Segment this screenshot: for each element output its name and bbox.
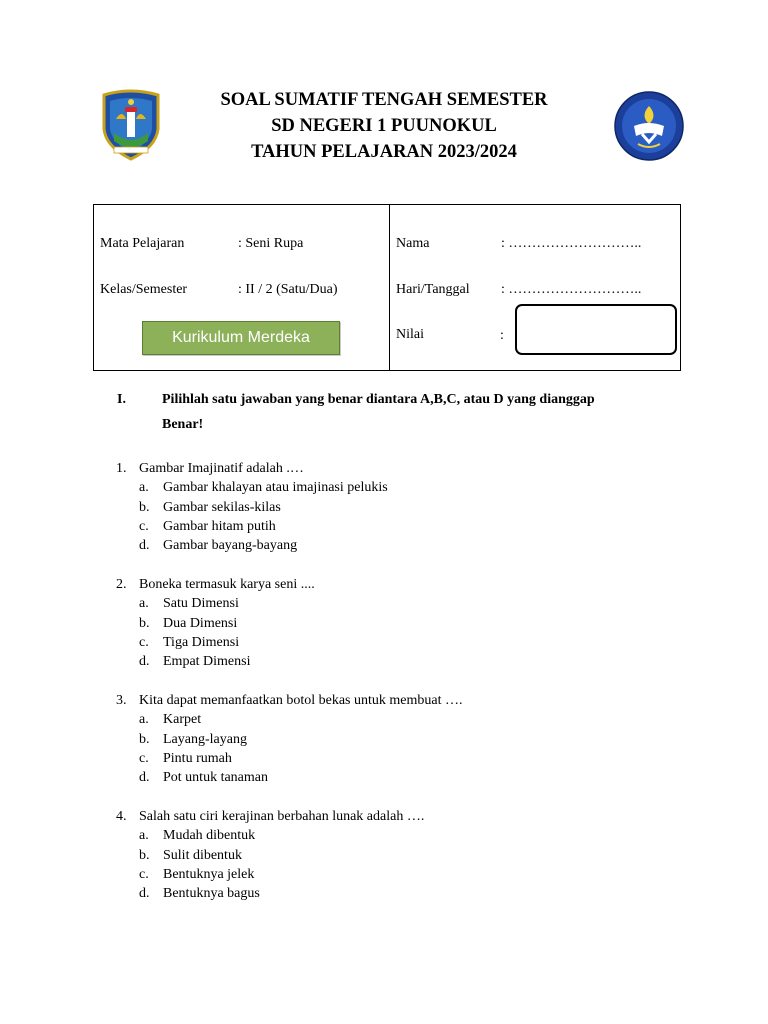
instruction-line-2: Benar! (162, 417, 204, 432)
option-text: Bentuknya bagus (163, 886, 260, 902)
option-letter: c. (139, 866, 149, 882)
title-line-1: SOAL SUMATIF TENGAH SEMESTER (220, 90, 548, 110)
option-text: Empat Dimensi (163, 654, 251, 670)
score-box[interactable] (515, 304, 677, 355)
day-date-field[interactable]: : ……………………….. (501, 282, 642, 297)
tut-wuri-handayani-logo (612, 90, 686, 162)
answer-option[interactable] (116, 517, 676, 536)
option-letter: d. (139, 886, 150, 902)
option-letter: a. (139, 596, 149, 612)
score-label: Nilai (396, 327, 424, 342)
question-number: 1. (116, 461, 127, 476)
question-number: 2. (116, 577, 127, 592)
question-text: Kita dapat memanfaatkan botol bekas untuk membuat …. (139, 693, 463, 708)
subject-label: Mata Pelajaran (100, 236, 185, 251)
answer-option[interactable] (116, 826, 676, 845)
question-4 (116, 807, 676, 923)
instruction-line-1: Pilihlah satu jawaban yang benar diantara A,B,C, atau D yang dianggap (162, 392, 595, 407)
option-text: Bentuknya jelek (163, 866, 255, 882)
class-semester-label: Kelas/Semester (100, 282, 188, 297)
option-letter: d. (139, 538, 150, 554)
answer-option[interactable] (116, 633, 676, 652)
option-text: Layang-layang (163, 731, 247, 747)
option-text: Pot untuk tanaman (163, 770, 268, 786)
section-numeral: I. (117, 392, 126, 407)
option-text: Karpet (163, 712, 202, 728)
answer-option[interactable] (116, 865, 676, 884)
answer-option[interactable] (116, 749, 676, 768)
question-2 (116, 575, 676, 691)
option-letter: b. (139, 847, 150, 863)
curriculum-badge: Kurikulum Merdeka (142, 321, 340, 355)
question-list (116, 459, 676, 923)
answer-option[interactable] (116, 884, 676, 903)
answer-option[interactable] (116, 498, 676, 517)
answer-option[interactable] (116, 710, 676, 729)
answer-option[interactable] (116, 768, 676, 787)
option-letter: a. (139, 480, 149, 496)
option-letter: c. (139, 750, 149, 766)
title-line-2: SD NEGERI 1 PUUNOKUL (271, 116, 497, 136)
option-text: Gambar khalayan atau imajinasi pelukis (163, 480, 388, 496)
option-letter: a. (139, 828, 149, 844)
option-letter: c. (139, 518, 149, 534)
option-text: Gambar bayang-bayang (163, 538, 298, 554)
answer-option[interactable] (116, 652, 676, 671)
option-letter: d. (139, 770, 150, 786)
option-text: Gambar sekilas-kilas (163, 499, 281, 515)
option-letter: c. (139, 634, 149, 650)
question-text: Salah satu ciri kerajinan berbahan lunak adalah …. (139, 809, 425, 824)
option-text: Satu Dimensi (163, 596, 239, 612)
option-text: Tiga Dimensi (163, 634, 240, 650)
question-number: 3. (116, 693, 127, 708)
question-3 (116, 691, 676, 807)
option-text: Sulit dibentuk (163, 847, 242, 863)
subject-value: : Seni Rupa (238, 236, 304, 251)
option-text: Dua Dimensi (163, 615, 238, 631)
option-letter: b. (139, 731, 150, 747)
day-date-label: Hari/Tanggal (396, 282, 470, 297)
option-text: Mudah dibentuk (163, 828, 256, 844)
answer-option[interactable] (116, 536, 676, 555)
question-number: 4. (116, 809, 127, 824)
score-colon: : (500, 328, 504, 343)
answer-option[interactable] (116, 478, 676, 497)
question-1 (116, 459, 676, 575)
option-letter: a. (139, 712, 149, 728)
option-text: Gambar hitam putih (163, 518, 276, 534)
option-letter: d. (139, 654, 150, 670)
answer-option[interactable] (116, 614, 676, 633)
answer-option[interactable] (116, 594, 676, 613)
class-semester-value: : II / 2 (Satu/Dua) (238, 282, 338, 297)
answer-option[interactable] (116, 846, 676, 865)
title-line-3: TAHUN PELAJARAN 2023/2024 (251, 142, 517, 162)
answer-option[interactable] (116, 730, 676, 749)
name-field[interactable]: : ……………………….. (501, 236, 642, 251)
option-letter: b. (139, 615, 150, 631)
option-letter: b. (139, 499, 150, 515)
question-text: Gambar Imajinatif adalah .… (139, 461, 304, 476)
name-label: Nama (396, 236, 430, 251)
question-text: Boneka termasuk karya seni .... (139, 577, 315, 592)
option-text: Pintu rumah (163, 750, 232, 766)
identity-box-divider (389, 204, 390, 371)
